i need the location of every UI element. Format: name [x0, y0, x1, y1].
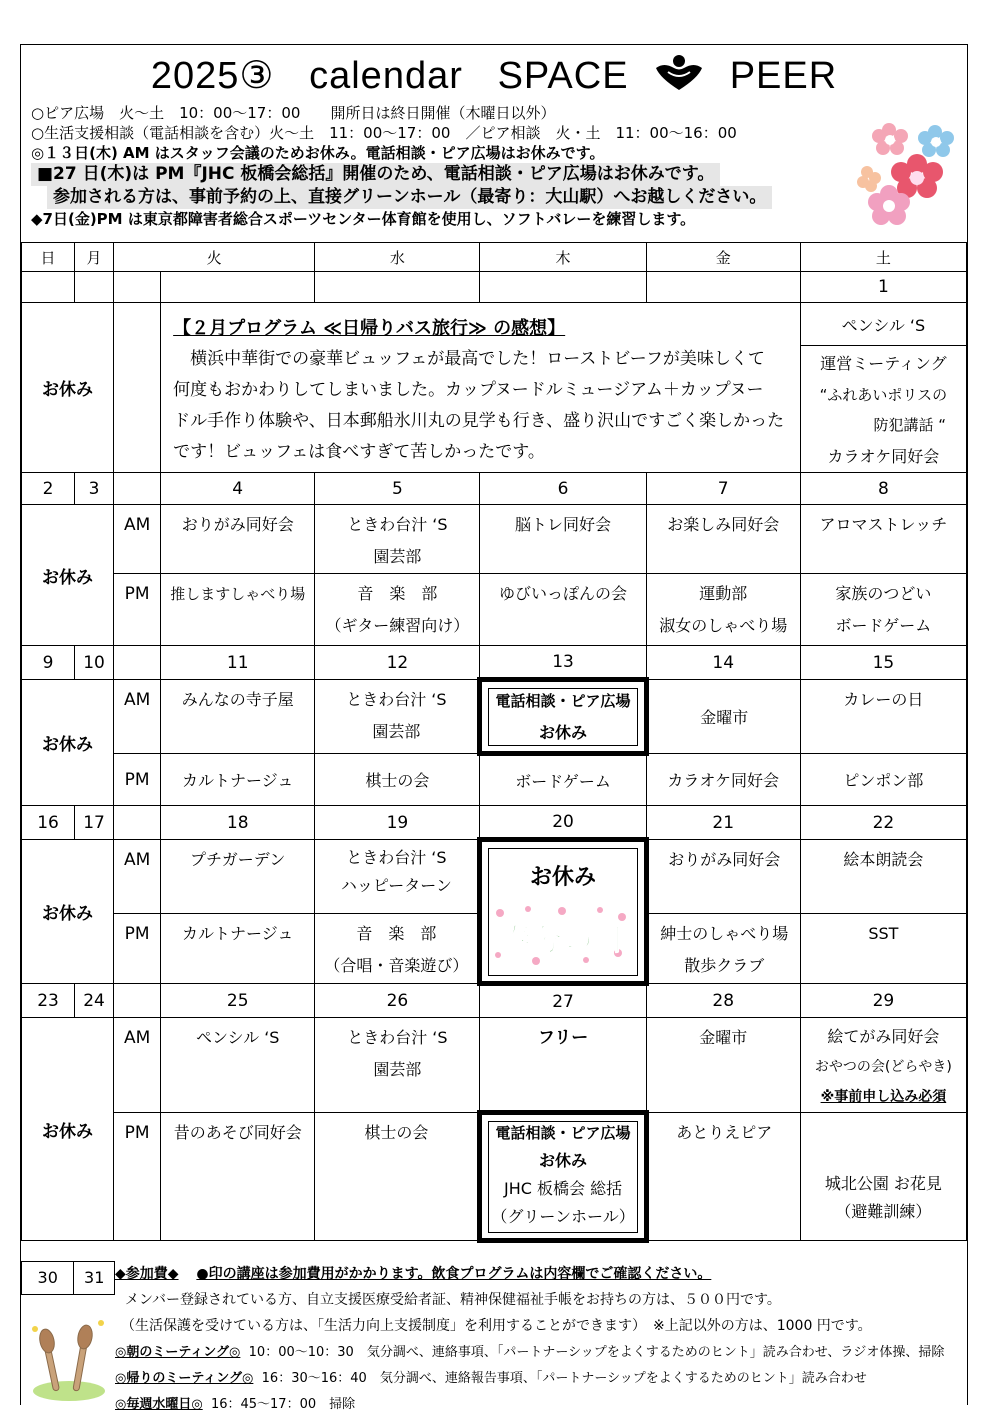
weekday-header [22, 243, 967, 272]
page-title [21, 53, 967, 102]
program-review-line: です！ビュッフェは食べすぎて苦しかったです。 [173, 442, 545, 462]
event-cell: ピンポン部 [800, 754, 966, 806]
date-cell: 22 [800, 806, 966, 840]
program-review-line: 横浜中華街での豪華ビュッフェが最高でした！ローストビーフが美味しくて [173, 349, 765, 369]
fee-line: （生活保護を受けている方は、「生活力向上支援制度」を利用することができます） ※上記以外の方は、1000 円です。 [121, 1318, 872, 1334]
week3-dates [22, 806, 967, 840]
holiday-banner [482, 905, 643, 965]
event-cell: 絵てがみ同好会 おやつの会(どらやき) ※事前申し込み必須 [800, 1018, 966, 1113]
date-cell: 25 [161, 984, 315, 1018]
date-cell: 12 [315, 646, 480, 680]
date-cell: 9 [22, 646, 75, 680]
peer-logo-icon [654, 54, 704, 102]
morning-meeting: ◎朝のミーティング◎ 10：00〜10：30 気分調べ、連絡事項、「パートナーシップをよくするためのヒント」読み合わせ、ラジオ体操、掃除 [115, 1345, 945, 1360]
note-line: ◆7日(金)PM は東京都障害者総合スポーツセンター体育館を使用し、ソフトバレーを練習します。 [31, 210, 696, 228]
date-cell: 14 [646, 646, 800, 680]
event-cell: アロマストレッチ [800, 505, 966, 574]
weekday-wed: 水 [315, 243, 480, 272]
last-dates [21, 1261, 115, 1295]
event-cell: おりがみ同好会 [646, 840, 800, 914]
weekday-tue: 火 [114, 243, 315, 272]
closed-notice: 電話相談・ピア広場 お休み [480, 680, 646, 754]
date-cell: 16 [22, 806, 75, 840]
horsetail-icon [29, 1317, 109, 1411]
event-cell: カラオケ同好会 [646, 754, 800, 806]
weekday-fri: 金 [646, 243, 800, 272]
fee-line: メンバー登録されている方、自立支援医療受給者証、精神保健福祉手帳をお持ちの方は、５００円です。 [125, 1292, 781, 1308]
event-cell: みんなの寺子屋 [161, 680, 315, 754]
event-cell: 紳士のしゃべり場 散歩クラブ [646, 914, 800, 984]
event-cell: ボードゲーム [480, 754, 646, 806]
title-peer: PEER [729, 55, 838, 97]
event-cell: SST [800, 914, 966, 984]
date-cell: 27 [480, 984, 646, 1018]
event-cell: カルトナージュ [161, 914, 315, 984]
event-cell: 運動部 淑女のしゃべり場 [646, 574, 800, 646]
closed-notice: 電話相談・ピア広場 お休み JHC 板橋会 総括 （グリーンホール） [480, 1113, 646, 1241]
closed-label: お休み [22, 840, 114, 984]
wednesday-cleaning: ◎毎週水曜日◎ 16：45〜17：00 掃除 [115, 1397, 356, 1412]
event-cell: 音 楽 部 （ギター練習向け） [315, 574, 480, 646]
event-cell: カルトナージュ [161, 754, 315, 806]
note-line: 参加される方は、事前予約の上、直接グリーンホール（最寄り：大山駅）へお越しください。 [47, 186, 772, 209]
date-cell: 23 [22, 984, 75, 1018]
event-cell: ゆびいっぽんの会 [480, 574, 646, 646]
holiday-cell [480, 840, 646, 984]
date-cell: 18 [161, 806, 315, 840]
event-cell: 運営ミーティング [800, 346, 966, 379]
closed-label: お休み [22, 1018, 114, 1241]
pm-label: PM [114, 574, 161, 646]
event-cell: フリー [480, 1018, 646, 1113]
am-label: AM [114, 505, 161, 574]
event-cell: 昔のあそび同好会 [161, 1113, 315, 1241]
date-cell: 4 [161, 473, 315, 505]
closed-label: お休み [22, 303, 114, 473]
weekday-sat: 土 [800, 243, 966, 272]
date-cell: 11 [161, 646, 315, 680]
event-cell: ときわ台汁 ‘S 園芸部 [315, 680, 480, 754]
event-cell: おりがみ同好会 [161, 505, 315, 574]
weekday-sun: 日 [22, 243, 75, 272]
calendar-table [21, 242, 967, 1243]
event-cell: あとりえピア [646, 1113, 800, 1241]
holiday-name: 春分の日 [501, 923, 626, 958]
date-cell: 20 [480, 806, 646, 840]
event-cell: お楽しみ同好会 [646, 505, 800, 574]
date-cell: 3 [75, 473, 114, 505]
note-line: ○ピア広場 火〜土 10：00〜17：00 開所日は終日開催（木曜日以外） [31, 104, 556, 122]
weekday-mon: 月 [75, 243, 114, 272]
pm-label: PM [114, 1113, 161, 1241]
week2-dates [22, 646, 967, 680]
date-cell: 5 [315, 473, 480, 505]
week0-dates [22, 272, 967, 303]
pm-label: PM [114, 754, 161, 806]
date-cell: 2 [22, 473, 75, 505]
date-cell: 30 [22, 1262, 74, 1294]
date-cell: 15 [800, 646, 966, 680]
note-line: ◎１３日(木) AM はスタッフ会議のためお休み。電話相談・ピア広場はお休みです。 [31, 144, 605, 162]
program-review [161, 303, 801, 473]
title-year: 2025③ [150, 55, 275, 97]
event-cell: 防犯講話 “ [800, 410, 966, 438]
event-cell: 推しますしゃべり場 [161, 574, 315, 646]
program-review-title: 【２月プログラム ≪日帰りバス旅行≫ の感想】 [173, 318, 566, 339]
fee-heading-line: ◆参加費◆ ●印の講座は参加費用がかかります。飲食プログラムは内容欄でご確認ください。 [115, 1266, 712, 1282]
note-line: ○生活支援相談（電話相談を含む）火〜土 11：00〜17：00 ／ピア相談 火・土 11：00〜16：00 [31, 124, 737, 142]
title-space: SPACE [497, 55, 629, 97]
date-cell: 21 [646, 806, 800, 840]
header-notes [31, 103, 966, 229]
event-cell: “ふれあいポリスの [800, 378, 966, 410]
date-cell: 29 [800, 984, 966, 1018]
date-cell: 19 [315, 806, 480, 840]
event-cell: プチガーデン [161, 840, 315, 914]
date-cell: 31 [84, 1268, 105, 1287]
event-cell: カレーの日 [800, 680, 966, 754]
program-review-line: ドル手作り体験や、日本郵船氷川丸の見学も行き、盛り沢山ですごく楽しかった [173, 411, 785, 431]
event-cell: 棋士の会 [315, 754, 480, 806]
am-label: AM [114, 680, 161, 754]
event-cell: ときわ台汁 ‘S ハッピーターン [315, 840, 480, 914]
date-cell: 7 [646, 473, 800, 505]
event-cell: 城北公園 お花見 （避難訓練） [800, 1113, 966, 1241]
evening-meeting: ◎帰りのミーティング◎ 16：30〜16：40 気分調べ、連絡報告事項、「パートナーシップをよくするためのヒント」読み合わせ [115, 1371, 867, 1386]
event-cell: 絵本朗読会 [800, 840, 966, 914]
week1-dates [22, 473, 967, 505]
event-cell: ときわ台汁 ‘S 園芸部 [315, 505, 480, 574]
title-calendar: calendar [309, 55, 463, 97]
plum-blossom-icon [857, 120, 957, 232]
date-cell: 6 [480, 473, 646, 505]
date-cell: 26 [315, 984, 480, 1018]
date-cell: 10 [75, 646, 114, 680]
event-cell: ペンシル ‘S [800, 303, 966, 346]
closed-label: お休み [22, 680, 114, 806]
date-cell: 28 [646, 984, 800, 1018]
weekday-thu: 木 [480, 243, 646, 272]
calendar-page [20, 44, 968, 1412]
date-cell: 13 [480, 646, 646, 680]
event-cell: 家族のつどい ボードゲーム [800, 574, 966, 646]
week4-dates [22, 984, 967, 1018]
date-cell: 24 [75, 984, 114, 1018]
date-cell: 1 [800, 272, 966, 303]
date-cell: 17 [75, 806, 114, 840]
event-cell: 音 楽 部 （合唱・音楽遊び） [315, 914, 480, 984]
pm-label: PM [114, 914, 161, 984]
event-cell: 金曜市 [646, 680, 800, 754]
event-cell: ときわ台汁 ‘S 園芸部 [315, 1018, 480, 1113]
am-label: AM [114, 1018, 161, 1113]
program-review-line: 何度もおかわりしてしまいました。カップヌードルミュージアム＋カップヌー [173, 380, 764, 400]
note-line: ■27 日(木)は PM『JHC 板橋会総括』開催のため、電話相談・ピア広場はお休みです。 [31, 163, 720, 186]
date-cell: 8 [800, 473, 966, 505]
event-cell: 脳トレ同好会 [480, 505, 646, 574]
closed-label: お休み [22, 505, 114, 646]
am-label: AM [114, 840, 161, 914]
event-cell: 金曜市 [646, 1018, 800, 1113]
holiday-closed-label: お休み [530, 865, 597, 890]
event-cell: 棋士の会 [315, 1113, 480, 1241]
event-cell: ペンシル ‘S [161, 1018, 315, 1113]
event-cell: カラオケ同好会 [800, 438, 966, 473]
